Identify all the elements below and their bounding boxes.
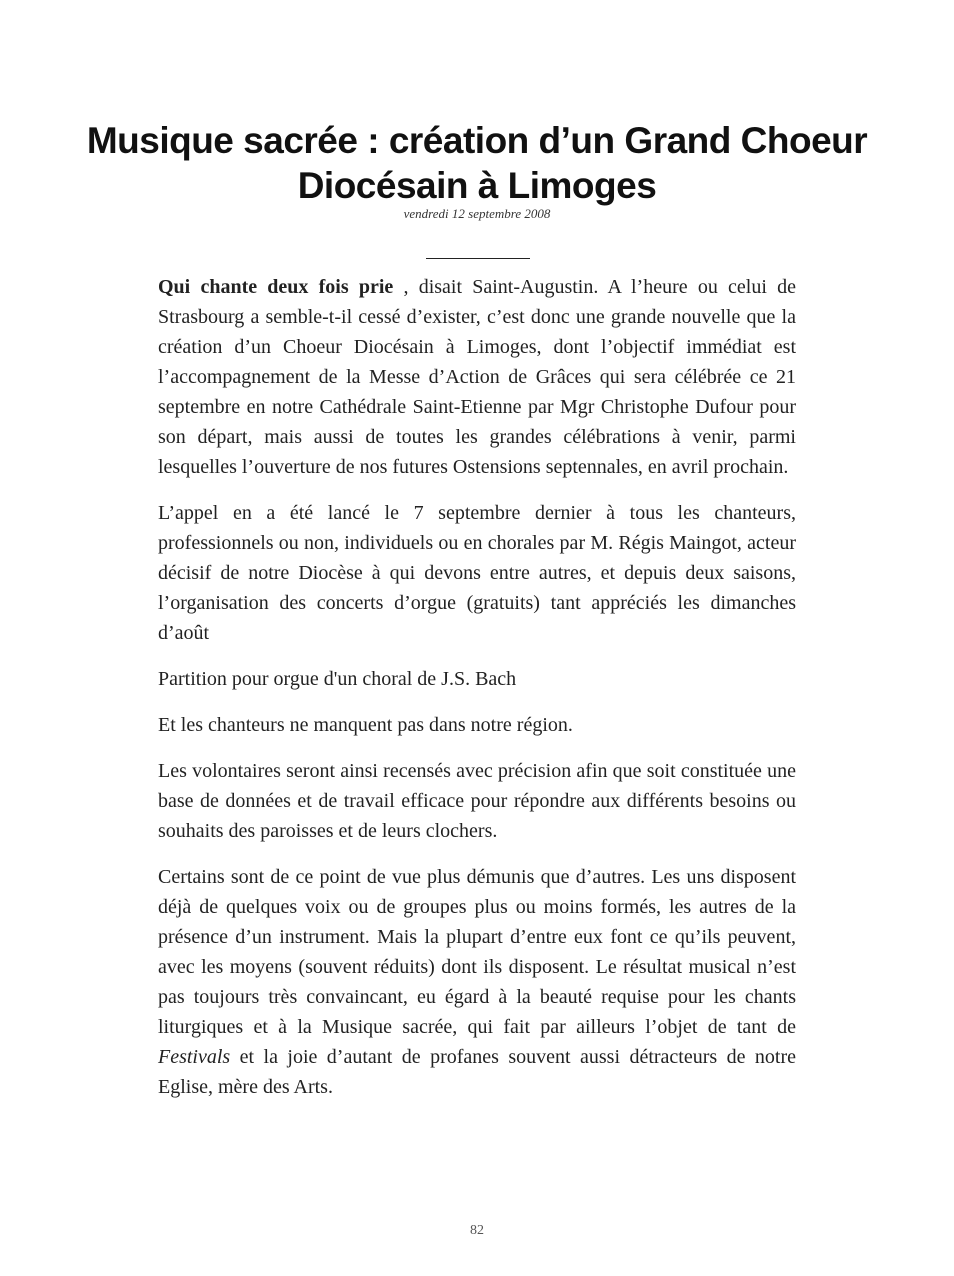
paragraph-text: et la joie d’autant de profanes souvent aussi détracteurs de notre Eglise, mère des Arts. bbox=[158, 1046, 796, 1098]
page-number: 82 bbox=[470, 1223, 484, 1238]
paragraph-text: Certains sont de ce point de vue plus démunis que d’autres. Les uns disposent déjà de quelques voix ou de groupes plus ou moins formés, les autres de la présence d’un instrument. Mais la plupart d’entre eux font ce qu’ils peuvent, avec les moyens (souvent réduits) dont ils disposent. Le résultat musical n’est pas toujours très convaincant, eu égard à la beauté requise pour les chants liturgiques et à la Musique sacrée, qui fait par ailleurs l’objet de tant de bbox=[158, 866, 796, 1038]
paragraph: Et les chanteurs ne manquent pas dans notre région. bbox=[158, 714, 573, 736]
bold-lead: Qui chante deux fois prie bbox=[158, 276, 394, 298]
italic-term: Festivals bbox=[158, 1046, 231, 1068]
paragraph: L’appel en a été lancé le 7 septembre dernier à tous les chanteurs, professionnels ou non, individuels ou en chorales par M. Régis Maingot, acteur décisif de notre Diocèse à qui devons entre autres, et depuis deux saisons, l’organisation des concerts d’orgue (gratuits) tant appréciés les dimanches d’août bbox=[158, 502, 796, 644]
separator-rule bbox=[426, 258, 530, 259]
article-date: vendredi 12 septembre 2008 bbox=[403, 206, 551, 221]
image-caption: Partition pour orgue d'un choral de J.S. Bach bbox=[158, 668, 517, 690]
article-body bbox=[158, 272, 796, 1118]
paragraph bbox=[158, 862, 796, 1102]
paragraph-text: , disait Saint-Augustin. A l’heure ou celui de Strasbourg a semble-t-il cessé d’exister, c’est donc une grande nouvelle que la création d’un Choeur Diocésain à Limoges, dont l’objectif immédiat est l’accompagnement de la Messe d’Action de Grâces qui sera célébrée ce 21 septembre en notre Cathédrale Saint-Etienne par Mgr Christophe Dufour pour son départ, mais aussi de toutes les grandes célébrations à venir, parmi lesquelles l’ouverture de nos futures Ostensions septennales, en avril prochain. bbox=[158, 276, 796, 478]
article-title: Musique sacrée : création d’un Grand Choeur Diocésain à Limoges bbox=[86, 120, 868, 206]
paragraph bbox=[158, 272, 796, 482]
paragraph: Les volontaires seront ainsi recensés avec précision afin que soit constituée une base de données et de travail efficace pour répondre aux différents besoins ou souhaits des paroisses et de leurs clochers. bbox=[158, 760, 796, 842]
